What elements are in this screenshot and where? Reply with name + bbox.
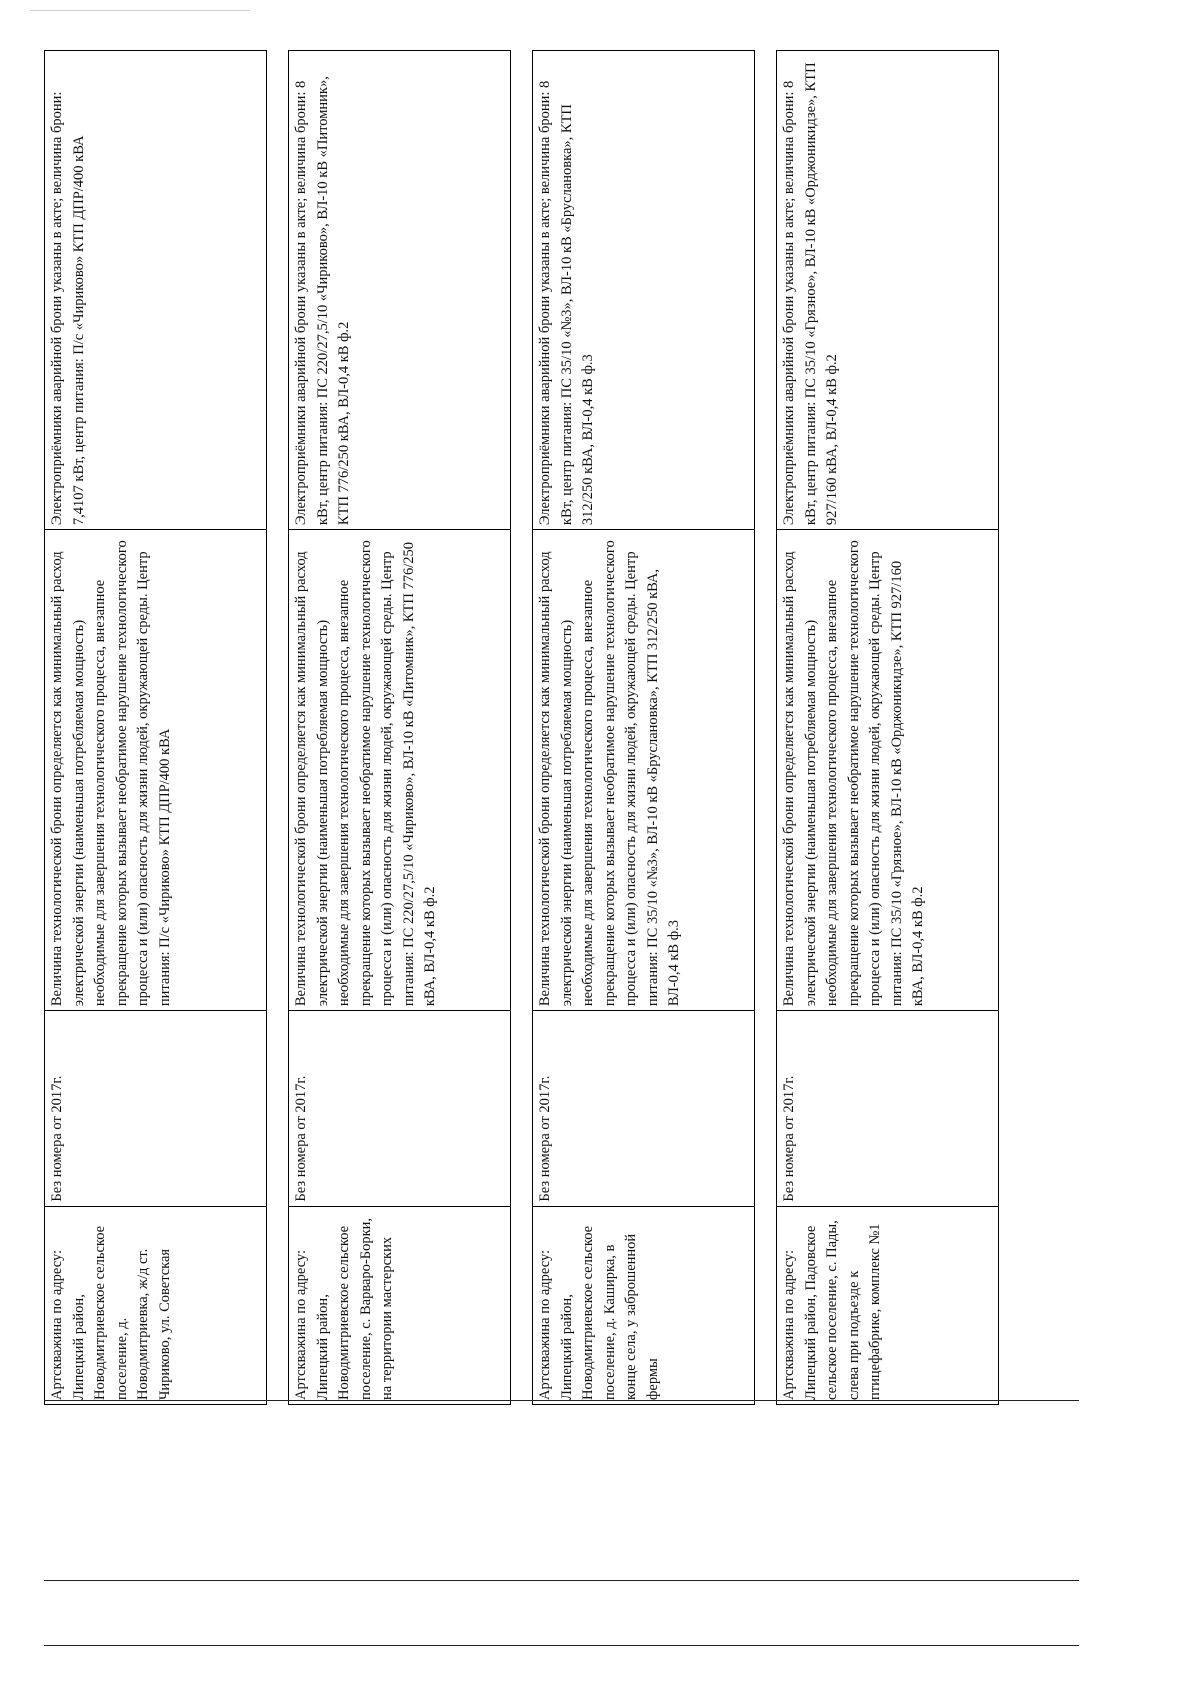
address-cell: Артскважина по адресу: Липецкий район, Падовское сельское поселение, с. Пады, слева при подъезде к птицефабрике, комплекс №1 (777, 1206, 999, 1404)
technological-reserve-cell: Величина технологической брони определяется как минимальный расход электрической энергии (наименьшая потребляемая мощность) необходимые для завершения технологического процесса, внезапное прекращение которых вызывает необратимое нарушение технологического процесса и (или) опасность для жизни людей, окружающей среды. Центр питания: ПС 35/10 «№3», ВЛ-10 кВ «Бруслановка», КТП 312/250 кВА, ВЛ-0,4 кВ ф.3 (533, 530, 755, 1011)
emergency-reserve-table (44, 50, 999, 1405)
document-cell: Без номера от 2017г. (777, 1011, 999, 1206)
row-spacer (511, 51, 533, 1405)
emergency-reserve-cell: Электроприёмники аварийной брони указаны в акте; величина брони: 8 кВт, центр питания: ПС 220/27,5/10 «Чириково», ВЛ-10 кВ «Питомник», КТП 776/250 кВА, ВЛ-0,4 кВ ф.2 (289, 51, 511, 530)
table-row (45, 51, 267, 1405)
row-spacer (267, 51, 289, 1405)
document-cell: Без номера от 2017г. (533, 1011, 755, 1206)
table-row (289, 51, 511, 1405)
row-spacer (755, 51, 777, 1405)
rotated-table-page (44, 50, 1134, 1405)
technological-reserve-cell: Величина технологической брони определяется как минимальный расход электрической энергии (наименьшая потребляемая мощность) необходимые для завершения технологического процесса, внезапное прекращение которых вызывает необратимое нарушение технологического процесса и (или) опасность для жизни людей, окружающей среды. Центр питания: ПС 35/10 «Грязное», ВЛ-10 кВ «Орджоникидзе», КТП 927/160 кВА, ВЛ-0,4 кВ ф.2 (777, 530, 999, 1011)
emergency-reserve-cell: Электроприёмники аварийной брони указаны в акте; величина брони: 7,4107 кВт, центр питания: П/с «Чириково» КТП ДПР/400 кВА (45, 51, 267, 530)
bottom-rule (44, 1580, 1079, 1581)
table-row (777, 51, 999, 1405)
address-cell: Артскважина по адресу: Липецкий район, Новодмитриевское сельское поселение, д. Каширка, в конце села, у заброшенной фермы (533, 1206, 755, 1404)
emergency-reserve-cell: Электроприёмники аварийной брони указаны в акте; величина брони: 8 кВт, центр питания: ПС 35/10 «№3», ВЛ-10 кВ «Бруслановка», КТП 312/250 кВА, ВЛ-0,4 кВ ф.3 (533, 51, 755, 530)
document-cell: Без номера от 2017г. (289, 1011, 511, 1206)
emergency-reserve-cell: Электроприёмники аварийной брони указаны в акте; величина брони: 8 кВт, центр питания: ПС 35/10 «Грязное», ВЛ-10 кВ «Орджоникидзе», КТП 927/160 кВА, ВЛ-0,4 кВ ф.2 (777, 51, 999, 530)
technological-reserve-cell: Величина технологической брони определяется как минимальный расход электрической энергии (наименьшая потребляемая мощность) необходимые для завершения технологического процесса, внезапное прекращение которых вызывает необратимое нарушение технологического процесса и (или) опасность для жизни людей, окружающей среды. Центр питания: П/с «Чириково» КТП ДПР/400 кВА (45, 530, 267, 1011)
bottom-rule (44, 1645, 1079, 1646)
bottom-rule (44, 1400, 1079, 1401)
scan-artifact (30, 10, 250, 14)
address-cell: Артскважина по адресу: Липецкий район, Новодмитриевское сельское поселение, с. Варваро-Борки, на территории мастерских (289, 1206, 511, 1404)
document-cell: Без номера от 2017г. (45, 1011, 267, 1206)
address-cell: Артскважина по адресу: Липецкий район, Новодмитриевское сельское поселение, д. Новодмитриевка, ж/д ст. Чириково, ул. Советская (45, 1206, 267, 1404)
technological-reserve-cell: Величина технологической брони определяется как минимальный расход электрической энергии (наименьшая потребляемая мощность) необходимые для завершения технологического процесса, внезапное прекращение которых вызывает необратимое нарушение технологического процесса и (или) опасность для жизни людей, окружающей среды. Центр питания: ПС 220/27,5/10 «Чириково», ВЛ-10 кВ «Питомник», КТП 776/250 кВА, ВЛ-0,4 кВ ф.2 (289, 530, 511, 1011)
table-row (533, 51, 755, 1405)
